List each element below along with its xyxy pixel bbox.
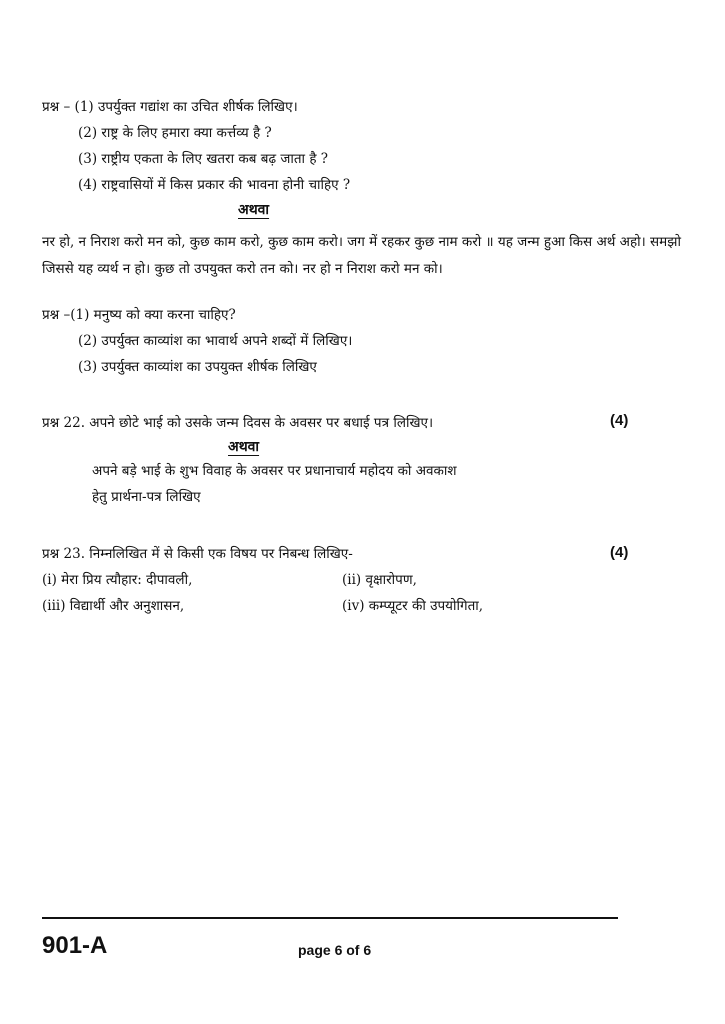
question-23: प्रश्न 23. निम्नलिखित में से किसी एक विषय पर निबन्ध लिखिए- [42,546,353,562]
essay-option-2: (ii) वृक्षारोपण, [342,572,417,588]
essay-option-4: (iv) कम्प्यूटर की उपयोगिता, [342,598,484,614]
question-block2-q3: (3) उपर्युक्त काव्यांश का उपयुक्त शीर्षक लिखिए [78,359,317,375]
poem-paragraph: नर हो, न निराश करो मन को, कुछ काम करो, कुछ काम करो। जग में रहकर कुछ नाम करो ॥ यह जन्म हुआ किस अर्थ अहो। समझो जिससे यह व्यर्थ न हो। कुछ तो उपयुक्त करो तन को। नर हो न निराश करो मन को। [42,234,681,277]
footer-rule [42,917,618,919]
paper-code: 901-A [42,932,108,959]
athva-heading-2: अथवा [228,439,260,455]
question-block1-q4: (4) राष्ट्रवासियों में किस प्रकार की भावना होनी चाहिए ? [78,177,351,193]
question-22-alt-line1: अपने बड़े भाई के शुभ विवाह के अवसर पर प्रधानाचार्य महोदय को अवकाश [92,463,457,479]
question-22: प्रश्न 22. अपने छोटे भाई को उसके जन्म दिवस के अवसर पर बधाई पत्र लिखिए। [42,415,434,431]
page-number: page 6 of 6 [298,942,372,958]
question-block1-q2: (2) राष्ट्र के लिए हमारा क्या कर्त्तव्य है ? [78,125,272,141]
question-block1-q1: प्रश्न – (1) उपर्युक्त गद्यांश का उचित शीर्षक लिखिए। [42,99,298,115]
question-23-marks: (4) [610,544,629,561]
essay-option-1: (i) मेरा प्रिय त्यौहार: दीपावली, [42,572,193,588]
question-block2-q2: (2) उपर्युक्त काव्यांश का भावार्थ अपने शब्दों में लिखिए। [78,333,353,349]
essay-option-3: (iii) विद्यार्थी और अनुशासन, [42,598,185,614]
question-22-marks: (4) [610,412,629,429]
question-block1-q3: (3) राष्ट्रीय एकता के लिए खतरा कब बढ़ जाता है ? [78,151,329,167]
question-22-alt-line2: हेतु प्रार्थना-पत्र लिखिए [92,489,201,505]
athva-heading-1: अथवा [238,202,270,218]
question-block2-q1: प्रश्न –(1) मनुष्य को क्या करना चाहिए? [42,307,236,323]
